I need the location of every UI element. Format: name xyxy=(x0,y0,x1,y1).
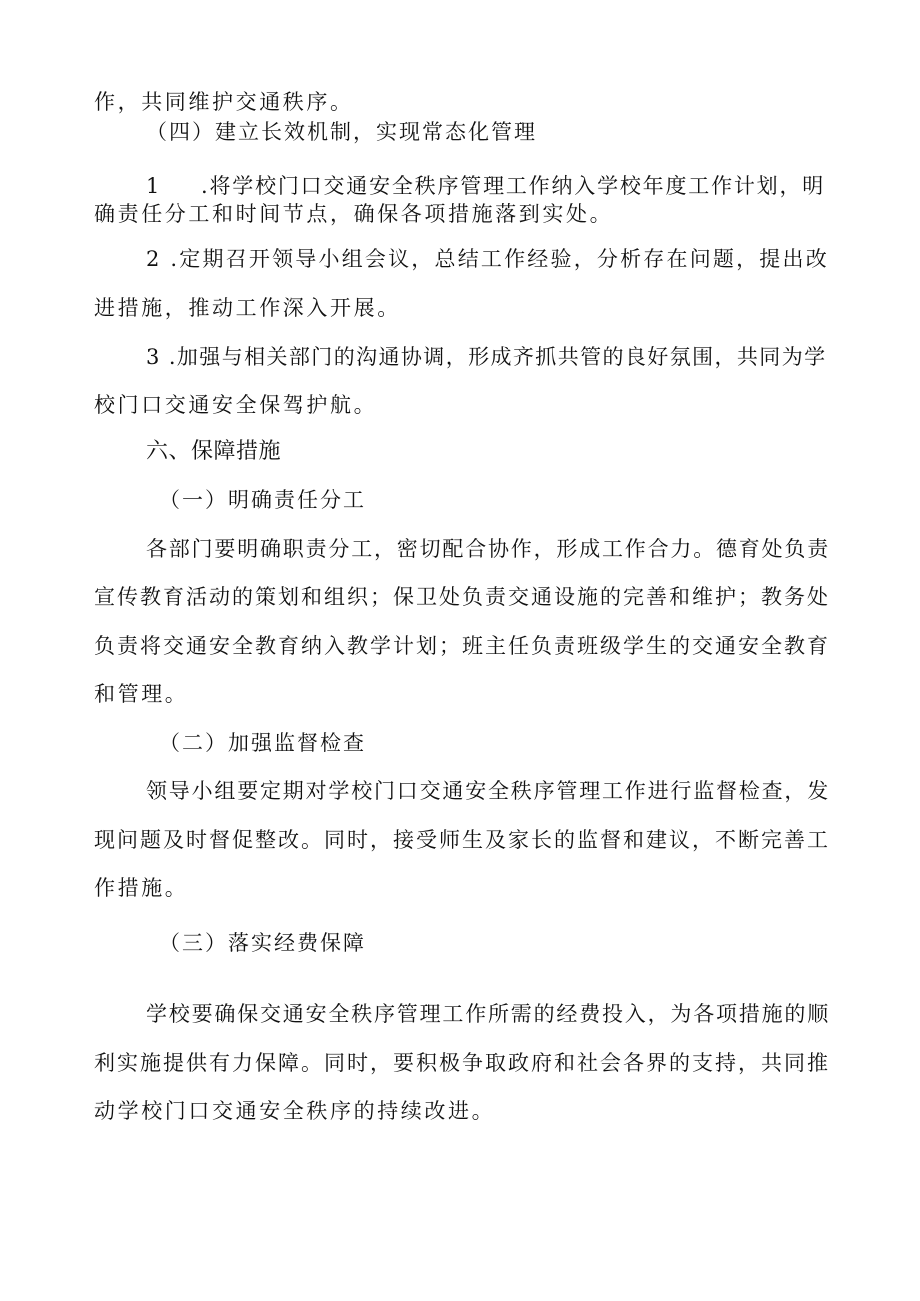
paragraph-line: 现问题及时督促整改。同时，接受师生及家长的监督和建议，不断完善工 xyxy=(94,828,830,852)
list-number: 1 xyxy=(146,174,162,198)
paragraph-line: 学校要确保交通安全秩序管理工作所需的经费投入，为各项措施的顺 xyxy=(146,1002,830,1026)
paragraph-line: 确责任分工和时间节点，确保各项措施落到实处。 xyxy=(94,202,614,226)
paragraph-line: 进措施，推动工作深入开展。 xyxy=(94,296,401,320)
subsection-heading: （三）落实经费保障 xyxy=(159,931,366,955)
paragraph-line: 宣传教育活动的策划和组织；保卫处负责交通设施的完善和维护；教务处 xyxy=(94,585,830,609)
paragraph-line: 动学校门口交通安全秩序的持续改进。 xyxy=(94,1099,496,1123)
subsection-heading: （二）加强监督检查 xyxy=(159,731,366,755)
paragraph-line: 各部门要明确职责分工，密切配合协作，形成工作合力。德育处负责 xyxy=(146,537,830,561)
subsection-heading: （四）建立长效机制，实现常态化管理 xyxy=(146,120,537,144)
paragraph-line: 2 .定期召开领导小组会议，总结工作经验，分析存在问题，提出改 xyxy=(146,247,829,271)
paragraph-line: 利实施提供有力保障。同时，要积极争取政府和社会各界的支持，共同推 xyxy=(94,1051,830,1075)
paragraph-line: 和管理。 xyxy=(94,682,189,706)
paragraph-line: 3 .加强与相关部门的沟通协调，形成齐抓共管的良好氛围，共同为学 xyxy=(146,345,827,369)
paragraph-line: 校门口交通安全保驾护航。 xyxy=(94,393,378,417)
paragraph-line: .将学校门口交通安全秩序管理工作纳入学校年度工作计划，明 xyxy=(201,174,826,198)
paragraph-line: 作，共同维护交通秩序。 xyxy=(94,90,354,114)
section-heading: 六、保障措施 xyxy=(146,439,282,464)
paragraph-line: 负责将交通安全教育纳入教学计划；班主任负责班级学生的交通安全教育 xyxy=(94,634,830,658)
paragraph-line: 领导小组要定期对学校门口交通安全秩序管理工作进行监督检查，发 xyxy=(146,779,830,803)
paragraph-line: 作措施。 xyxy=(94,876,189,900)
subsection-heading: （一）明确责任分工 xyxy=(159,488,366,512)
